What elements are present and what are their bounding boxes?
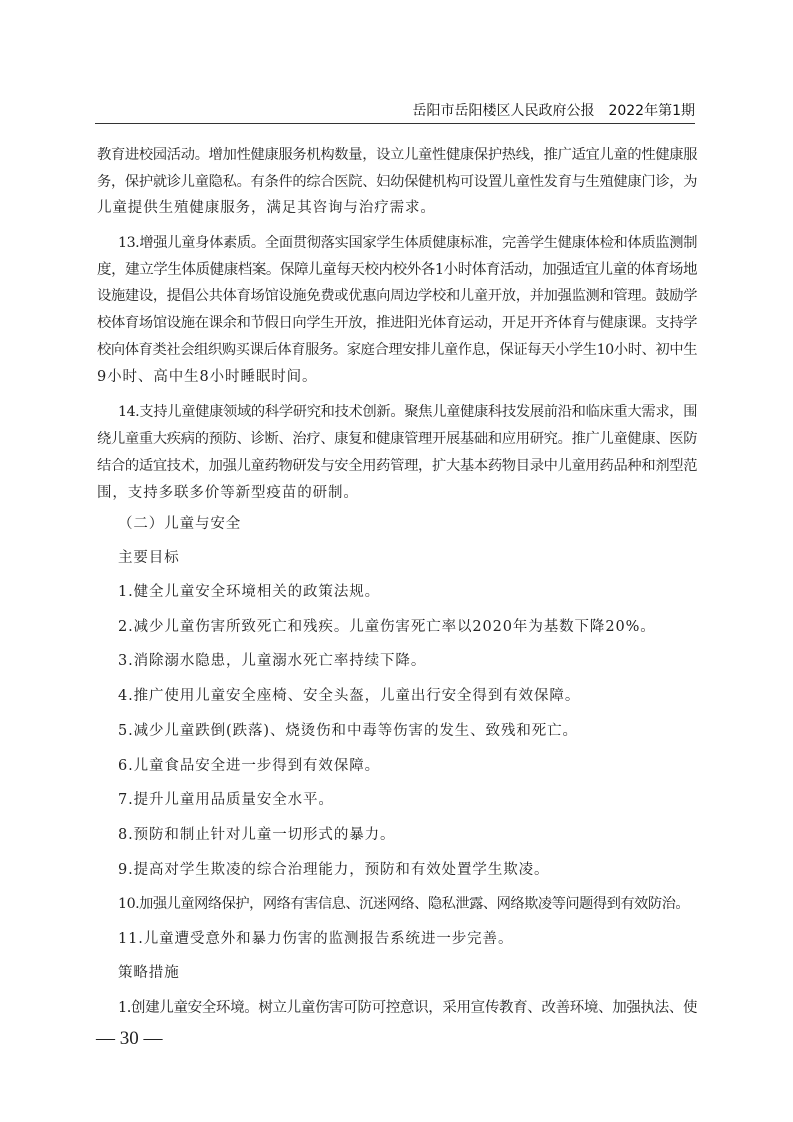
list-item: 3.消除溺水隐患，儿童溺水死亡率持续下降。	[118, 653, 427, 669]
text-line: 校体育场馆设施在课余和节假日向学生开放，推进阳光体育运动，开足开齐体育与健康课。支持学	[97, 315, 697, 331]
text-line: 校向体育类社会组织购买课后体育服务。家庭合理安排儿童作息，保证每天小学生10小时、初中生	[97, 342, 697, 358]
list-item: 1.健全儿童安全环境相关的政策法规。	[118, 584, 381, 600]
header-rule	[95, 123, 695, 124]
page-number: — 30 —	[96, 1028, 163, 1049]
subheading: 主要目标	[118, 550, 180, 566]
section-heading: （二）儿童与安全	[118, 516, 242, 532]
text-line: 教育进校园活动。增加性健康服务机构数量，设立儿童性健康保护热线，推广适宜儿童的性健康服	[97, 147, 697, 163]
text-line: 9小时、高中生8小时睡眠时间。	[97, 369, 318, 385]
text-line: 务，保护就诊儿童隐私。有条件的综合医院、妇幼保健机构可设置儿童性发育与生殖健康门诊，为	[97, 174, 697, 190]
text-line: 度，建立学生体质健康档案。保障儿童每天校内校外各1小时体育活动，加强适宜儿童的体育场地	[97, 262, 697, 278]
running-header: 岳阳市岳阳楼区人民政府公报 2022年第1期	[412, 103, 695, 119]
text-line: 绕儿童重大疾病的预防、诊断、治疗、康复和健康管理开展基础和应用研究。推广儿童健康、医防	[97, 431, 697, 447]
list-item: 6.儿童食品安全进一步得到有效保障。	[118, 758, 381, 774]
list-item: 9.提高对学生欺凌的综合治理能力，预防和有效处置学生欺凌。	[118, 862, 550, 878]
list-item: 2.减少儿童伤害所致死亡和残疾。儿童伤害死亡率以2020年为基数下降20%。	[118, 619, 656, 635]
text-line: 14.支持儿童健康领域的科学研究和技术创新。聚焦儿童健康科技发展前沿和临床重大需求，围	[118, 404, 697, 420]
text-line: 围，支持多联多价等新型疫苗的研制。	[97, 485, 359, 501]
list-item: 5.减少儿童跌倒(跌落)、烧烫伤和中毒等伤害的发生、致残和死亡。	[118, 723, 578, 739]
text-line: 儿童提供生殖健康服务，满足其咨询与治疗需求。	[97, 200, 436, 216]
subheading: 策略措施	[118, 965, 180, 981]
text-line: 13.增强儿童身体素质。全面贯彻落实国家学生体质健康标准，完善学生健康体检和体质监测制	[118, 235, 697, 251]
text-line: 1.创建儿童安全环境。树立儿童伤害可防可控意识，采用宣传教育、改善环境、加强执法、使	[118, 1000, 697, 1016]
list-item: 11.儿童遭受意外和暴力伤害的监测报告系统进一步完善。	[118, 931, 514, 947]
list-item: 10.加强儿童网络保护，网络有害信息、沉迷网络、隐私泄露、网络欺凌等问题得到有效防治。	[118, 896, 690, 912]
text-line: 结合的适宜技术，加强儿童药物研发与安全用药管理，扩大基本药物目录中儿童用药品种和剂型范	[97, 458, 697, 474]
text-line: 设施建设，提倡公共体育场馆设施免费或优惠向周边学校和儿童开放，并加强监测和管理。鼓励学	[97, 288, 697, 304]
list-item: 8.预防和制止针对儿童一切形式的暴力。	[118, 827, 396, 843]
list-item: 4.推广使用儿童安全座椅、安全头盔，儿童出行安全得到有效保障。	[118, 688, 581, 704]
list-item: 7.提升儿童用品质量安全水平。	[118, 792, 334, 808]
